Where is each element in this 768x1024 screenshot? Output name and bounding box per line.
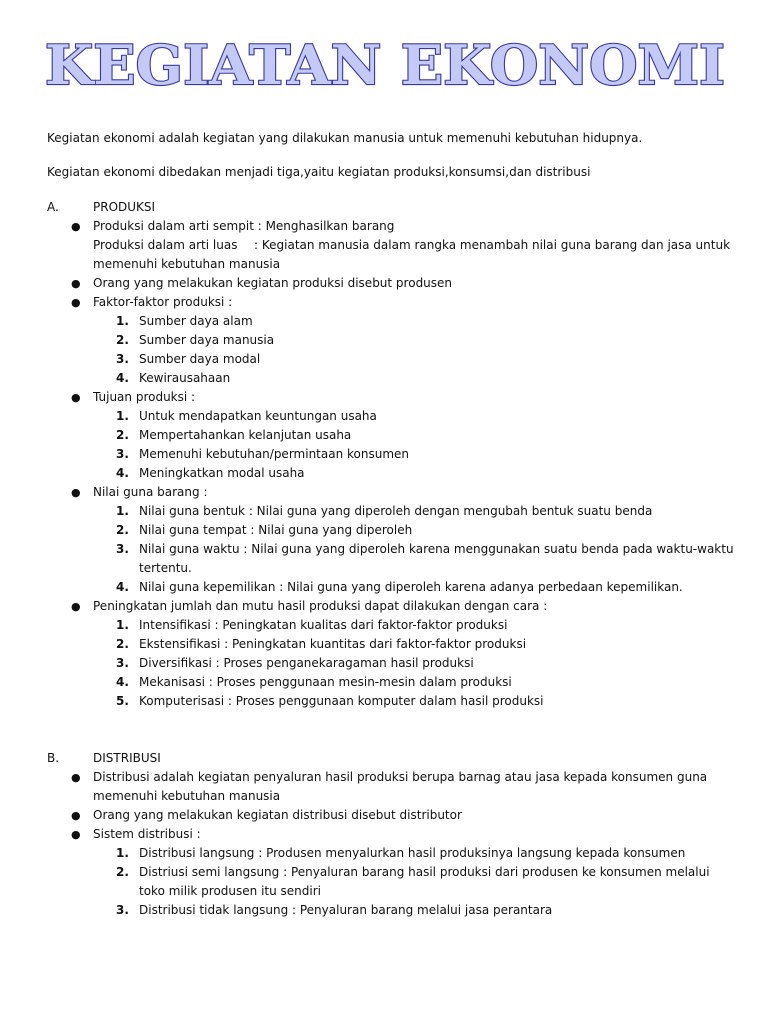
list-item: 2. Nilai guna tempat : Nilai guna yang diperoleh — [116, 523, 413, 537]
section-letter: A. — [47, 200, 59, 214]
list-item — [47, 768, 737, 806]
faktor-list — [47, 312, 737, 388]
list-item — [47, 806, 737, 825]
list-item — [47, 825, 737, 844]
list-item: 2. Mempertahankan kelanjutan usaha — [116, 428, 352, 442]
intro-paragraph-2: Kegiatan ekonomi dibedakan menjadi tiga,yaitu kegiatan produksi,konsumsi,dan distribusi — [47, 165, 591, 179]
list-item — [47, 274, 737, 293]
page-title: KEGIATAN EKONOMI — [45, 36, 725, 94]
distributor-text: Orang yang melakukan kegiatan distribusi disebut distributor — [93, 808, 462, 822]
bullet-icon: ● — [71, 391, 81, 404]
document-body — [47, 129, 737, 920]
list-item: 1. Untuk mendapatkan keuntungan usaha — [116, 409, 377, 423]
sistem-title: Sistem distribusi : — [93, 827, 201, 841]
page-title-banner — [40, 36, 730, 94]
sistem-list — [47, 844, 737, 920]
bullet-icon: ● — [71, 277, 81, 290]
list-item: 4. Nilai guna kepemilikan : Nilai guna yang diperoleh karena adanya perbedaan kepemilikan. — [116, 580, 683, 594]
peningkatan-title: Peningkatan jumlah dan mutu hasil produksi dapat dilakukan dengan cara : — [93, 599, 548, 613]
list-item: 3. Diversifikasi : Proses penganekaragaman hasil produksi — [116, 656, 474, 670]
list-item: 4. Kewirausahaan — [116, 371, 231, 385]
produsen-text: Orang yang melakukan kegiatan produksi disebut produsen — [93, 276, 453, 290]
list-item: 2. Sumber daya manusia — [116, 333, 275, 347]
list-item — [47, 483, 737, 502]
faktor-title: Faktor-faktor produksi : — [93, 295, 233, 309]
bullet-icon: ● — [71, 220, 81, 233]
nilai-list — [47, 502, 737, 597]
list-item: 5. Komputerisasi : Proses penggunaan komputer dalam hasil produksi — [116, 694, 544, 708]
section-produksi-heading — [47, 198, 737, 217]
section-letter: B. — [47, 751, 60, 765]
list-item: 4. Meningkatkan modal usaha — [116, 466, 305, 480]
list-item: 3. Sumber daya modal — [116, 352, 261, 366]
produksi-luas-text: : Kegiatan manusia dalam rangka menambah nilai guna barang dan jasa untuk memenuhi kebutuhan manusia — [93, 238, 731, 271]
list-item: 1. Distribusi langsung : Produsen menyalurkan hasil produksinya langsung kepada konsumen — [116, 846, 686, 860]
produksi-luas — [93, 236, 737, 274]
list-item: 4. Mekanisasi : Proses penggunaan mesin-mesin dalam produksi — [116, 675, 512, 689]
produksi-sempit: Produksi dalam arti sempit : Menghasilkan barang — [93, 219, 395, 233]
list-item: 1. Intensifikasi : Peningkatan kualitas dari faktor-faktor produksi — [116, 618, 508, 632]
distribusi-def: Distribusi adalah kegiatan penyaluran hasil produksi berupa barnag atau jasa kepada konsumen guna memenuhi kebutuhan manusia — [93, 770, 708, 803]
list-item — [47, 217, 737, 274]
list-item — [47, 293, 737, 312]
list-item: 2. Ekstensifikasi : Peningkatan kuantitas dari faktor-faktor produksi — [116, 637, 527, 651]
bullet-icon: ● — [71, 809, 81, 822]
section-title: PRODUKSI — [93, 200, 156, 214]
list-item — [47, 597, 737, 616]
tujuan-list — [47, 407, 737, 483]
list-item: 1. Nilai guna bentuk : Nilai guna yang diperoleh dengan mengubah bentuk suatu benda — [116, 504, 653, 518]
bullet-icon: ● — [71, 296, 81, 309]
bullet-icon: ● — [71, 771, 81, 784]
page-title-graphic — [40, 36, 730, 94]
section-distribusi-heading — [47, 749, 737, 768]
intro-paragraph-1: Kegiatan ekonomi adalah kegiatan yang dilakukan manusia untuk memenuhi kebutuhan hidupnya. — [47, 131, 643, 145]
bullet-icon: ● — [71, 600, 81, 613]
list-item — [47, 388, 737, 407]
nilai-title: Nilai guna barang : — [93, 485, 208, 499]
section-title: DISTRIBUSI — [93, 751, 161, 765]
list-item: 1. Sumber daya alam — [116, 314, 253, 328]
bullet-icon: ● — [71, 486, 81, 499]
tujuan-title: Tujuan produksi : — [93, 390, 196, 404]
peningkatan-list — [47, 616, 737, 711]
list-item: 3. Memenuhi kebutuhan/permintaan konsumen — [116, 447, 410, 461]
produksi-luas-label: Produksi dalam arti luas — [93, 238, 238, 252]
list-item: 3. Distribusi tidak langsung : Penyaluran barang melalui jasa perantara — [116, 903, 553, 917]
list-item: 3. Nilai guna waktu : Nilai guna yang diperoleh karena menggunakan suatu benda pada waktu-waktu tertentu. — [116, 542, 734, 575]
list-item: 2. Distriusi semi langsung : Penyaluran barang hasil produksi dari produsen ke konsumen melalui toko milik produsen itu sendiri — [116, 865, 710, 898]
bullet-icon: ● — [71, 828, 81, 841]
